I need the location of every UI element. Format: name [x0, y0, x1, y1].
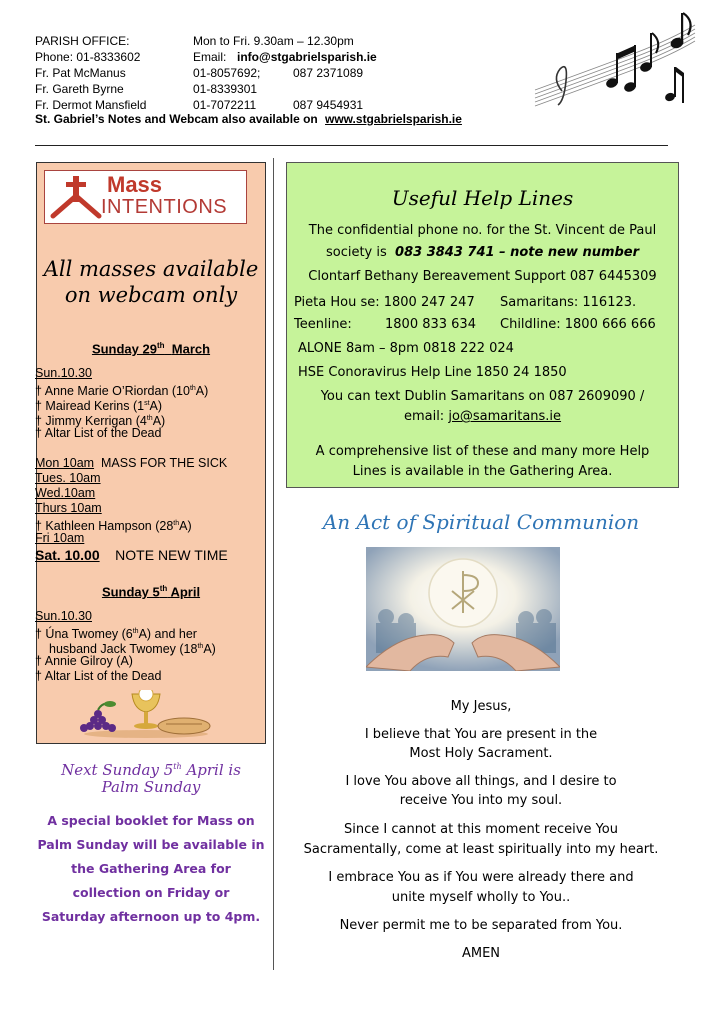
- office-hours: Mon to Fri. 9.30am – 12.30pm: [193, 34, 354, 48]
- sunday-heading: Sunday 29th March: [91, 341, 211, 357]
- priest-name: Fr. Gareth Byrne: [35, 82, 124, 96]
- priest-mobile: 087 2371089: [293, 66, 364, 80]
- church-cross-icon: [49, 174, 103, 220]
- prayer-line: receive You into my soul.: [399, 793, 563, 808]
- priest-phone: 01-8339301: [193, 82, 258, 96]
- samaritans: Samaritans: 116123.: [500, 295, 637, 310]
- intention-entry: † Úna Twomey (6thA) and her: [35, 627, 197, 642]
- website-link[interactable]: www.stgabrielsparish.ie: [325, 112, 462, 126]
- priest-phone: 01-7072211: [193, 98, 257, 112]
- priest-mobile: 087 9454931: [293, 98, 364, 112]
- priest-phone: 01-8057692;: [193, 66, 261, 80]
- notice-line: Saturday afternoon up to 4pm.: [41, 909, 261, 924]
- prayer-line: Since I cannot at this moment receive You: [344, 822, 618, 837]
- logo-mass-text: Mass: [107, 172, 163, 197]
- palm-sunday-notice: [28, 809, 274, 929]
- samaritans-email-link[interactable]: jo@samaritans.ie: [448, 409, 562, 424]
- help-lines-title: Useful Help Lines: [391, 186, 574, 210]
- weekday-mass: Thurs 10am: [35, 501, 102, 515]
- notice-line: A special booklet for Mass on: [47, 813, 255, 828]
- teenline-label: Teenline:: [294, 317, 352, 332]
- prayer-line: unite myself wholly to You..: [391, 890, 571, 905]
- palm-sunday-title-line1: Next Sunday 5th April is: [61, 761, 241, 779]
- clontarf-support: Clontarf Bethany Bereavement Support 087 6445309: [308, 269, 657, 284]
- intention-entry: † Altar List of the Dead: [35, 426, 162, 440]
- intention-entry: † Anne Marie O’Riordan (10thA): [35, 384, 209, 399]
- text-samaritans-line1: You can text Dublin Samaritans on 087 2609090 /: [320, 389, 645, 404]
- notice-line: the Gathering Area for: [71, 861, 231, 876]
- prayer-line: I embrace You as if You were already there and: [328, 870, 634, 885]
- svp-line2: society is 083 3843 741 – note new number: [325, 245, 640, 260]
- weekday-mass: Mon 10am MASS FOR THE SICK: [35, 456, 228, 470]
- pieta-house: Pieta Hou se: 1800 247 247: [294, 295, 475, 310]
- header-divider: [35, 145, 668, 146]
- webcam-notice-line1: All masses available: [43, 257, 259, 281]
- weekday-mass: Fri 10am: [35, 531, 85, 545]
- saturday-mass: Sat. 10.00 NOTE NEW TIME: [35, 547, 228, 563]
- svp-line1: The confidential phone no. for the St. Vincent de Paul: [308, 223, 657, 238]
- mass-time: Sun.10.30: [35, 609, 92, 623]
- intention-entry: † Jimmy Kerrigan (4thA): [35, 414, 166, 429]
- intention-entry: husband Jack Twomey (18thA): [49, 642, 216, 657]
- webcam-notice-line2: on webcam only: [64, 283, 238, 307]
- prayer-line: I love You above all things, and I desire to: [345, 774, 617, 789]
- prayer-amen: AMEN: [461, 946, 501, 961]
- teenline-number: 1800 833 634: [385, 317, 476, 332]
- email-link[interactable]: info@stgabrielsparish.ie: [237, 50, 377, 64]
- phone-label: Phone: 01-8333602: [35, 50, 141, 64]
- sunday-heading: Sunday 5th April: [101, 584, 201, 600]
- intention-entry: † Annie Gilroy (A): [35, 654, 133, 668]
- notice-line: collection on Friday or: [72, 885, 230, 900]
- notes-text: St. Gabriel’s Notes and Webcam also available on: [35, 112, 318, 126]
- mass-time: Sun.10.30: [35, 366, 92, 380]
- logo-intentions-text: INTENTIONS: [101, 196, 228, 218]
- prayer-line: I believe that You are present in the: [364, 727, 598, 742]
- communion-title: An Act of Spiritual Communion: [322, 510, 640, 534]
- intention-entry: † Mairead Kerins (1stA): [35, 399, 163, 414]
- intention-entry: † Kathleen Hampson (28thA): [35, 519, 192, 534]
- prayer-line: My Jesus,: [450, 699, 512, 714]
- hse-helpline: HSE Conoravirus Help Line 1850 24 1850: [298, 365, 567, 380]
- chalice-bread-grapes-icon: [76, 690, 216, 740]
- alone-helpline: ALONE 8am – 8pm 0818 222 024: [298, 341, 514, 356]
- priest-name: Fr. Pat McManus: [35, 66, 126, 80]
- email-prefix: Email:: [193, 50, 227, 64]
- prayer-line: Most Holy Sacrament.: [409, 746, 553, 761]
- help-list-line2: Lines is available in the Gathering Area.: [352, 464, 613, 479]
- priest-name: Fr. Dermot Mansfield: [35, 98, 147, 112]
- weekday-mass: Tues. 10am: [35, 471, 101, 485]
- prayer-line: Sacramentally, come at least spiritually into my heart.: [303, 842, 659, 857]
- childline: Childline: 1800 666 666: [500, 317, 656, 332]
- palm-sunday-title-line2: Palm Sunday: [101, 778, 201, 796]
- notice-line: Palm Sunday will be available in: [37, 837, 265, 852]
- office-label: PARISH OFFICE:: [35, 34, 130, 48]
- help-list-line1: A comprehensive list of these and many more Help: [315, 444, 650, 459]
- mass-intentions-logo: [44, 170, 247, 224]
- weekday-mass: Wed.10am: [35, 486, 96, 500]
- intention-entry: † Altar List of the Dead: [35, 669, 162, 683]
- music-notes-icon: [530, 5, 700, 117]
- prayer-line: Never permit me to be separated from You.: [339, 918, 623, 933]
- eucharist-hands-image: [366, 547, 560, 671]
- text-samaritans-line2: email: jo@samaritans.ie: [403, 409, 562, 424]
